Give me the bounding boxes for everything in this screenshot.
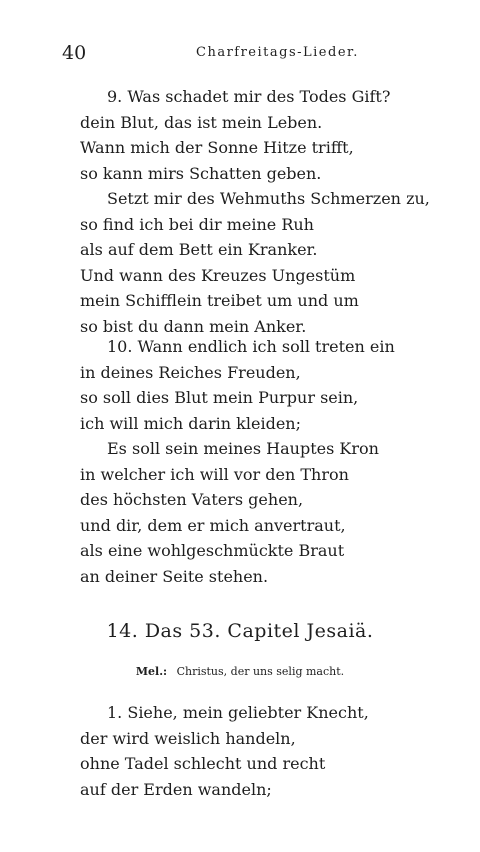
verse-line: 9. Was schadet mir des Todes Gift? [107, 87, 391, 106]
verse-line: Es soll sein meines Hauptes Kron [107, 439, 379, 458]
verse-line: so bist du dann mein Anker. [80, 316, 307, 336]
stanza-10 [80, 334, 395, 589]
verse-line: so find ich bei dir meine Ruh [80, 214, 314, 234]
verse-line: Setzt mir des Wehmuths Schmerzen zu, [107, 189, 430, 208]
verse-line: in welcher ich will vor den Thron [80, 464, 349, 484]
verse-line: ich will mich darin kleiden; [80, 413, 301, 433]
verse-line: in deines Reiches Freuden, [80, 362, 301, 382]
melody-label: Mel.: [135, 665, 168, 678]
verse-line: des höchsten Vaters gehen, [80, 490, 304, 509]
verse-line: als eine wohlgeschmückte Braut [80, 541, 345, 560]
hymn-title: 14. Das 53. Capitel Jesaiä. [106, 620, 374, 642]
stanza-1 [80, 700, 369, 802]
page-number: 40 [62, 42, 87, 64]
running-title: Charfreitags-Lieder. [196, 45, 359, 60]
melody-note [0, 665, 480, 678]
verse-line: 1. Siehe, mein geliebter Knecht, [107, 703, 369, 722]
verse-line: 10. Wann endlich ich soll treten ein [107, 337, 395, 356]
verse-line: ohne Tadel schlecht und recht [80, 754, 326, 773]
verse-line: mein Schifflein treibet um und um [80, 291, 359, 310]
verse-line: Wann mich der Sonne Hitze trifft, [80, 138, 354, 157]
verse-line: als auf dem Bett ein Kranker. [80, 240, 318, 259]
verse-line: und dir, dem er mich anvertraut, [80, 515, 346, 535]
verse-line: auf der Erden wandeln; [80, 779, 272, 799]
verse-line: dein Blut, das ist mein Leben. [80, 112, 323, 132]
melody-text: Christus, der uns selig macht. [176, 665, 345, 678]
verse-line: der wird weislich handeln, [80, 728, 296, 748]
verse-line: an deiner Seite stehen. [80, 566, 269, 586]
verse-line: Und wann des Kreuzes Ungestüm [80, 265, 356, 285]
page-header [62, 42, 418, 66]
stanza-9 [80, 84, 430, 339]
verse-line: so kann mirs Schatten geben. [80, 163, 322, 183]
verse-line: so soll dies Blut mein Purpur sein, [80, 388, 359, 407]
